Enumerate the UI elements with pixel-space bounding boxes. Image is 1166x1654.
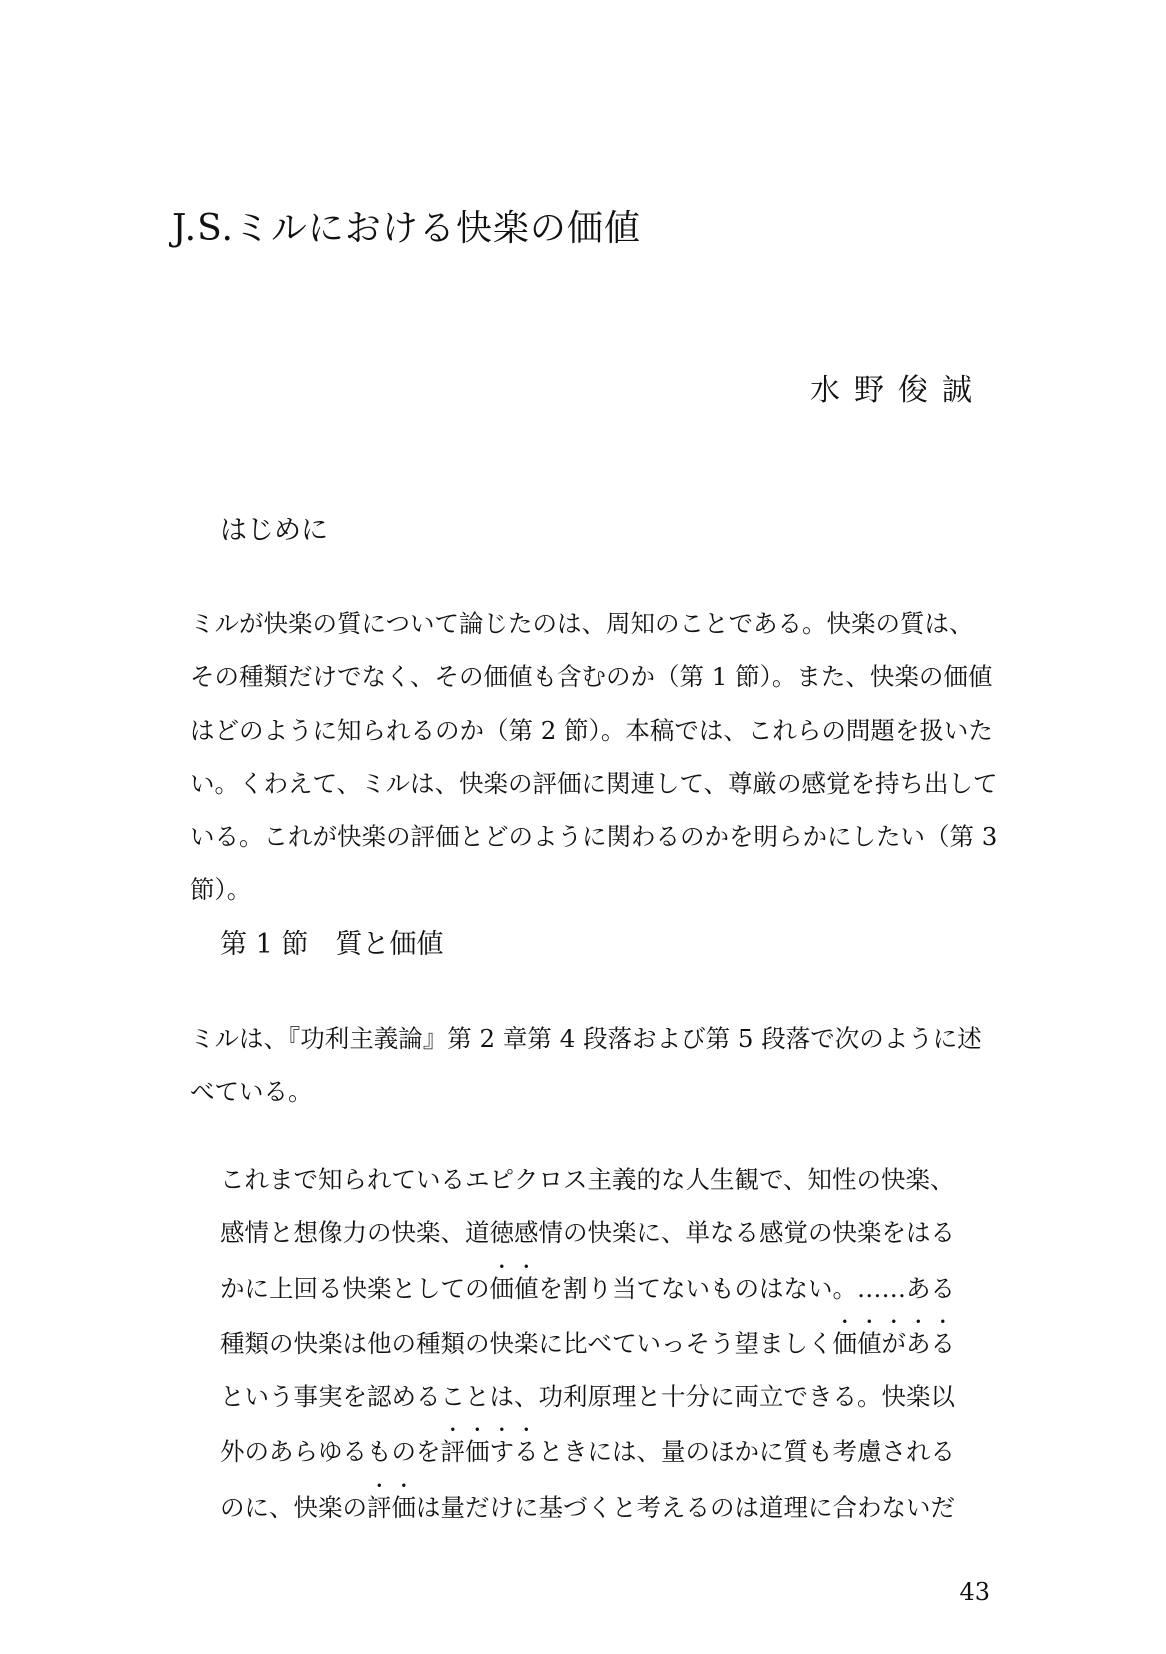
quote-line (220, 1423, 986, 1478)
quote-line (220, 1315, 986, 1370)
quote-text: 種類の快楽は他の種類の快楽に比べていっそう望ましく (220, 1328, 833, 1358)
quote-line: 感情と想像力の快楽、道徳感情の快楽に、単なる感覚の快楽をはる (220, 1218, 955, 1248)
text-line: はどのように知られるのか（第 2 節）。本稿では、これらの問題を扱いた (190, 715, 993, 745)
text-line: ミルは、『功利主義論』第 2 章第 4 段落および第 5 段落で次のように述 (190, 1024, 982, 1053)
text-line: 節）。 (190, 875, 252, 905)
emphasized-text: 評価する (440, 1437, 539, 1467)
author-name: 水野俊誠 (810, 373, 986, 408)
section-1-paragraph (172, 1012, 1002, 1119)
quote-text: 外のあらゆるものを (220, 1437, 441, 1467)
quote-text: のに、快楽の (220, 1492, 367, 1522)
text-line: い。くわえて、ミルは、快楽の評価に関連して、尊厳の感覚を持ち出して (190, 768, 998, 798)
intro-heading: はじめに (220, 515, 328, 546)
emphasized-text: 価値 (489, 1273, 539, 1303)
article-title: J.S.ミルにおける快楽の価値 (172, 208, 641, 249)
quote-line: これまで知られているエピクロス主義的な人生観で、知性の快楽、 (220, 1165, 955, 1194)
quote-line (220, 1260, 986, 1315)
section-1-heading: 第 1 節 質と価値 (220, 929, 444, 960)
quote-line (220, 1479, 986, 1534)
block-quote (220, 1153, 986, 1534)
quote-text: かに上回る快楽としての (220, 1273, 490, 1303)
emphasized-text: 評価 (367, 1492, 416, 1522)
quote-text: ときには、量のほかに質も考慮される (538, 1437, 955, 1467)
page-number: 43 (959, 1578, 990, 1606)
text-line: その種類だけでなく、その価値も含むのか（第 1 節）。また、快楽の価値 (190, 662, 993, 692)
text-line: いる。これが快楽の評価とどのように関わるのかを明らかにしたい（第 3 (190, 822, 998, 852)
quote-text: は量だけに基づくと考えるのは道理に合わないだ (416, 1492, 955, 1522)
text-line: べている。 (190, 1077, 313, 1107)
intro-paragraph (172, 597, 1002, 917)
quote-line: という事実を認めることは、功利原理と十分に両立できる。快楽以 (220, 1382, 955, 1412)
text-line: ミルが快楽の質について論じたのは、周知のことである。快楽の質は、 (190, 609, 974, 638)
quote-text: を割り当てないものはない。……ある (538, 1273, 955, 1303)
emphasized-text: 価値がある (832, 1328, 955, 1358)
